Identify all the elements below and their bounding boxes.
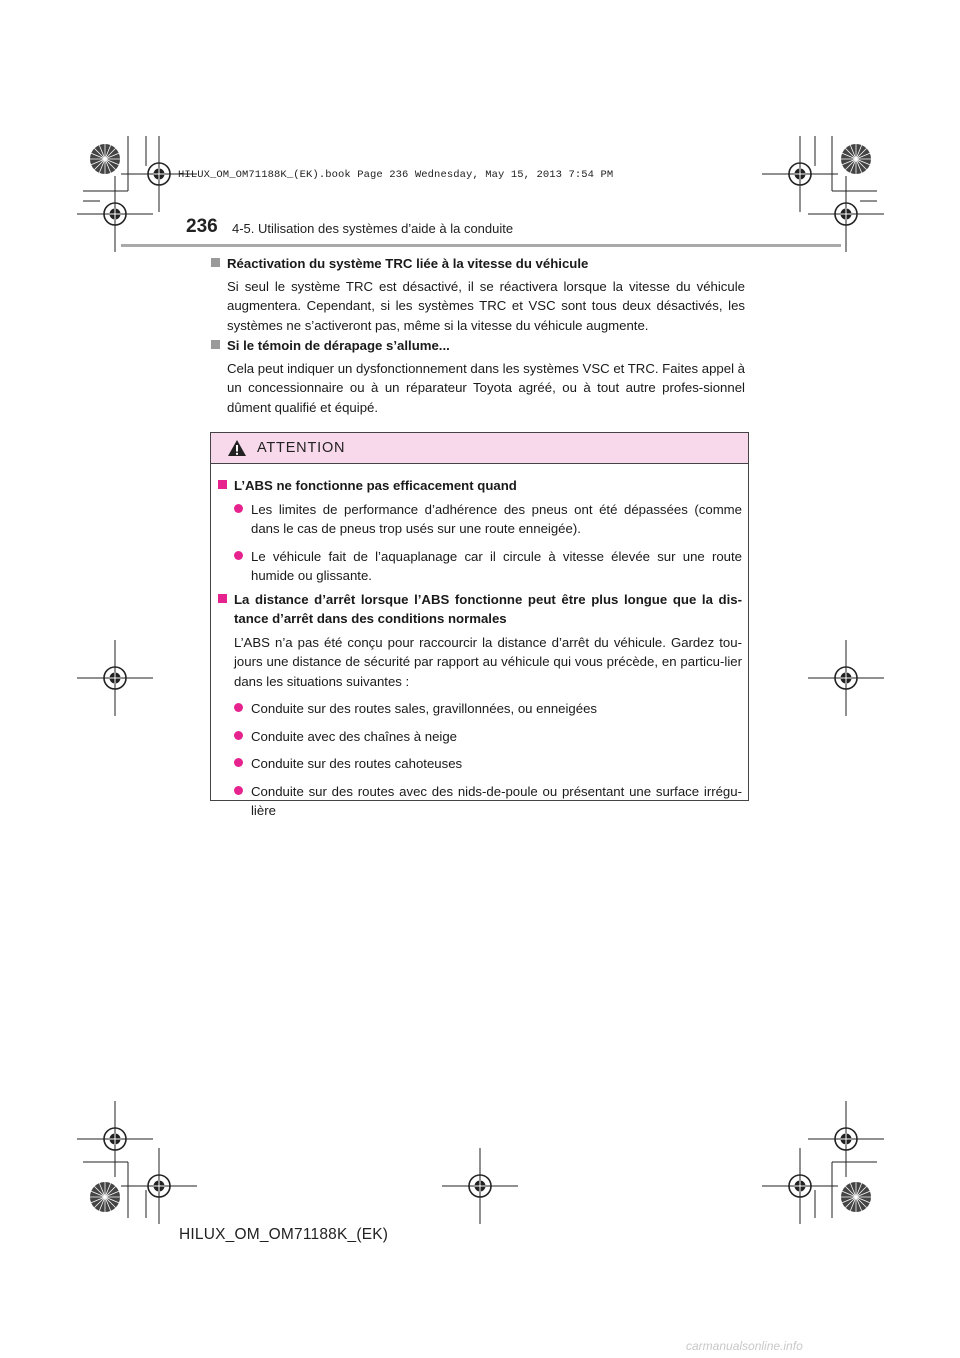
warning-section-text: L’ABS n’a pas été conçu pour raccourcir la distance d’arrêt du véhicule. Gardez tou-jours une distance de sécurité par rapport au véhicule qui vous précède, en particu-lier dans les situations suivantes : (234, 634, 742, 689)
warning-header (211, 433, 748, 464)
paragraph-heading (211, 254, 745, 274)
circle-bullet-icon (234, 758, 243, 767)
warning-section-heading-text: L’ABS ne fonctionne pas efficacement quand (234, 478, 517, 493)
list-item (234, 727, 742, 747)
list-item-text: Conduite sur des routes cahoteuses (251, 756, 463, 771)
footer-document-code: HILUX_OM_OM71188K_(EK) (179, 1226, 389, 1243)
list-item (234, 782, 742, 821)
print-info: HILUX_OM_OM71188K_(EK).book Page 236 Wednesday, May 15, 2013 7:54 PM (178, 169, 614, 181)
warning-section-heading (218, 476, 742, 496)
warning-title: ATTENTION (257, 440, 346, 456)
section-title: 4-5. Utilisation des systèmes d’aide à la conduite (232, 221, 514, 236)
paragraph-body: Si seul le système TRC est désactivé, il se réactivera lorsque la vitesse du véhicule augmentera. Cependant, si les systèmes TRC et VSC sont tous deux désactivés, les systèmes ne s’activeront pas, même si la vitesse du véhicule augmente. (227, 278, 745, 333)
paragraph-heading-text: Si le témoin de dérapage s’allume... (227, 338, 450, 353)
list-item (234, 699, 742, 719)
list-item-text: Conduite avec des chaînes à neige (251, 728, 458, 744)
circle-bullet-icon (234, 504, 243, 513)
page-number: 236 (186, 216, 218, 237)
circle-bullet-icon (234, 551, 243, 560)
warning-triangle-icon (227, 439, 247, 457)
list-item-text: Les limites de performance d’adhérence des pneus ont été dépassées (comme dans le cas de pneus trop usés sur une route enneigée). (251, 501, 742, 536)
list-item-text: Conduite sur des routes avec des nids-de-poule ou présentant une surface irrégu-lière (251, 783, 742, 818)
list-item-text: Le véhicule fait de l’aquaplanage car il circule à vitesse élevée sur une route humide ou glissante. (251, 548, 742, 583)
circle-bullet-icon (234, 703, 243, 712)
paragraph-heading-text: Réactivation du système TRC liée à la vitesse du véhicule (227, 256, 589, 271)
list-item-text: Conduite sur des routes sales, gravillonnées, ou enneigées (251, 701, 598, 716)
paragraph-heading (211, 336, 745, 356)
square-bullet-icon (218, 594, 227, 603)
square-bullet-icon (218, 480, 227, 489)
square-bullet-icon (211, 340, 220, 349)
circle-bullet-icon (234, 786, 243, 795)
list-item (234, 500, 742, 539)
circle-bullet-icon (234, 731, 243, 740)
warning-section-heading-text: La distance d’arrêt lorsque l’ABS fonctionne peut être plus longue que la dis-tance d’arrêt dans des conditions normales (234, 591, 742, 626)
warning-body (211, 464, 748, 821)
paragraph-body: Cela peut indiquer un dysfonctionnement dans les systèmes VSC et TRC. Faites appel à un concessionnaire ou à un réparateur Toyota agréé, ou à tout autre profes-sionnel dûment qualifié et équipé. (227, 360, 746, 415)
warning-section-heading (218, 590, 742, 629)
list-item (234, 547, 742, 586)
warning-box (210, 432, 749, 818)
list-item (234, 754, 742, 774)
square-bullet-icon (211, 258, 220, 267)
paragraph-trc-reactivation (211, 254, 745, 335)
watermark: carmanualsonline.info (686, 1339, 803, 1353)
header-rule (121, 244, 841, 247)
paragraph-slip-indicator (211, 336, 745, 417)
